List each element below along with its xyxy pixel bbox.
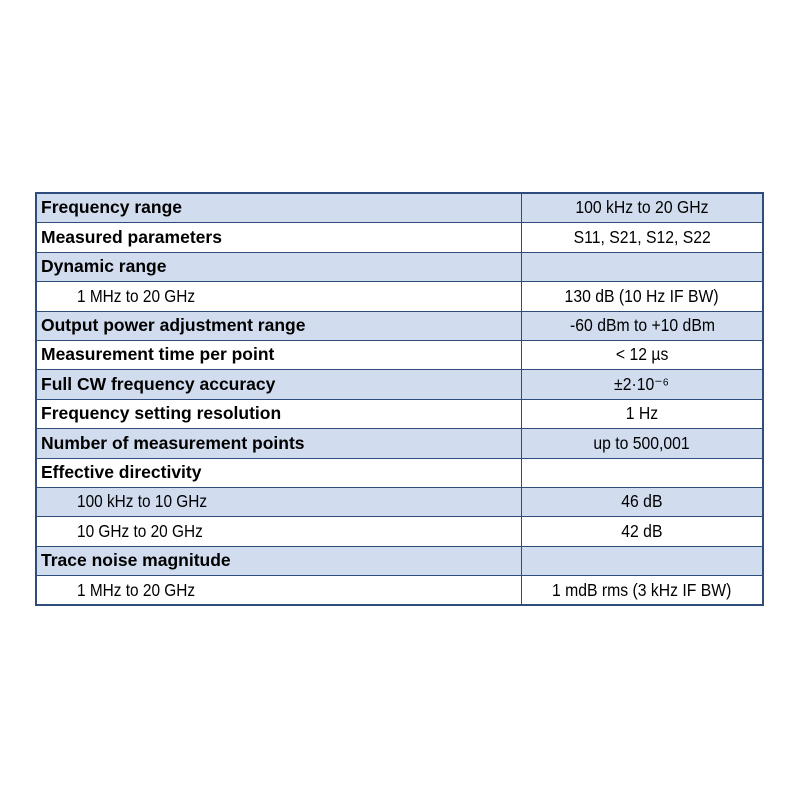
spec-value: [522, 458, 764, 487]
spec-row: [36, 429, 763, 458]
specifications-table-body: [36, 193, 763, 605]
spec-condition: [36, 282, 522, 311]
specifications-table: [35, 192, 764, 606]
spec-parameter: Output power adjustment range: [36, 311, 522, 340]
spec-condition-text: 100 kHz to 10 GHz: [77, 491, 208, 512]
spec-row: [36, 252, 763, 281]
spec-parameter: Full CW frequency accuracy: [36, 370, 522, 399]
spec-value: [522, 282, 764, 311]
spec-condition-text: 10 GHz to 20 GHz: [77, 520, 203, 541]
spec-value: [522, 340, 764, 369]
spec-row: [36, 223, 763, 252]
spec-row: [36, 517, 763, 546]
spec-value: [522, 223, 764, 252]
spec-row: [36, 370, 763, 399]
spec-parameter: Effective directivity: [36, 458, 522, 487]
spec-row: [36, 546, 763, 575]
spec-parameter: Measured parameters: [36, 223, 522, 252]
spec-condition: [36, 576, 522, 606]
spec-condition: [36, 487, 522, 516]
spec-value-text: ±2·10⁻⁶: [614, 373, 670, 394]
spec-value-text: S11, S21, S12, S22: [573, 226, 711, 247]
spec-parameter: Measurement time per point: [36, 340, 522, 369]
spec-value: [522, 399, 764, 428]
spec-row: [36, 193, 763, 223]
spec-row: [36, 487, 763, 516]
spec-row: [36, 458, 763, 487]
spec-value-text: 46 dB: [621, 491, 663, 512]
spec-row: [36, 576, 763, 606]
spec-row: [36, 282, 763, 311]
spec-value: [522, 546, 764, 575]
spec-value-text: < 12 µs: [615, 344, 669, 365]
spec-parameter: Frequency setting resolution: [36, 399, 522, 428]
spec-value-text: 42 dB: [621, 520, 663, 541]
spec-value: [522, 252, 764, 281]
spec-value-text: 1 mdB rms (3 kHz IF BW): [552, 579, 732, 600]
spec-row: [36, 311, 763, 340]
spec-parameter: Dynamic range: [36, 252, 522, 281]
spec-value-text: 100 kHz to 20 GHz: [575, 197, 709, 218]
spec-row: [36, 340, 763, 369]
spec-condition-text: 1 MHz to 20 GHz: [77, 285, 196, 306]
spec-condition: [36, 517, 522, 546]
spec-value-text: up to 500,001: [593, 432, 691, 453]
spec-value: [522, 487, 764, 516]
spec-value-text: 1 Hz: [625, 403, 659, 424]
spec-condition-text: 1 MHz to 20 GHz: [77, 579, 196, 600]
spec-value: [522, 429, 764, 458]
spec-parameter: Trace noise magnitude: [36, 546, 522, 575]
spec-row: [36, 399, 763, 428]
spec-value: [522, 517, 764, 546]
spec-value: [522, 193, 764, 223]
spec-value: [522, 576, 764, 606]
spec-value: [522, 370, 764, 399]
spec-parameter: Number of measurement points: [36, 429, 522, 458]
spec-parameter: Frequency range: [36, 193, 522, 223]
spec-value-text: -60 dBm to +10 dBm: [569, 315, 715, 335]
spec-value: [522, 311, 764, 340]
spec-value-text: 130 dB (10 Hz IF BW): [564, 285, 720, 306]
